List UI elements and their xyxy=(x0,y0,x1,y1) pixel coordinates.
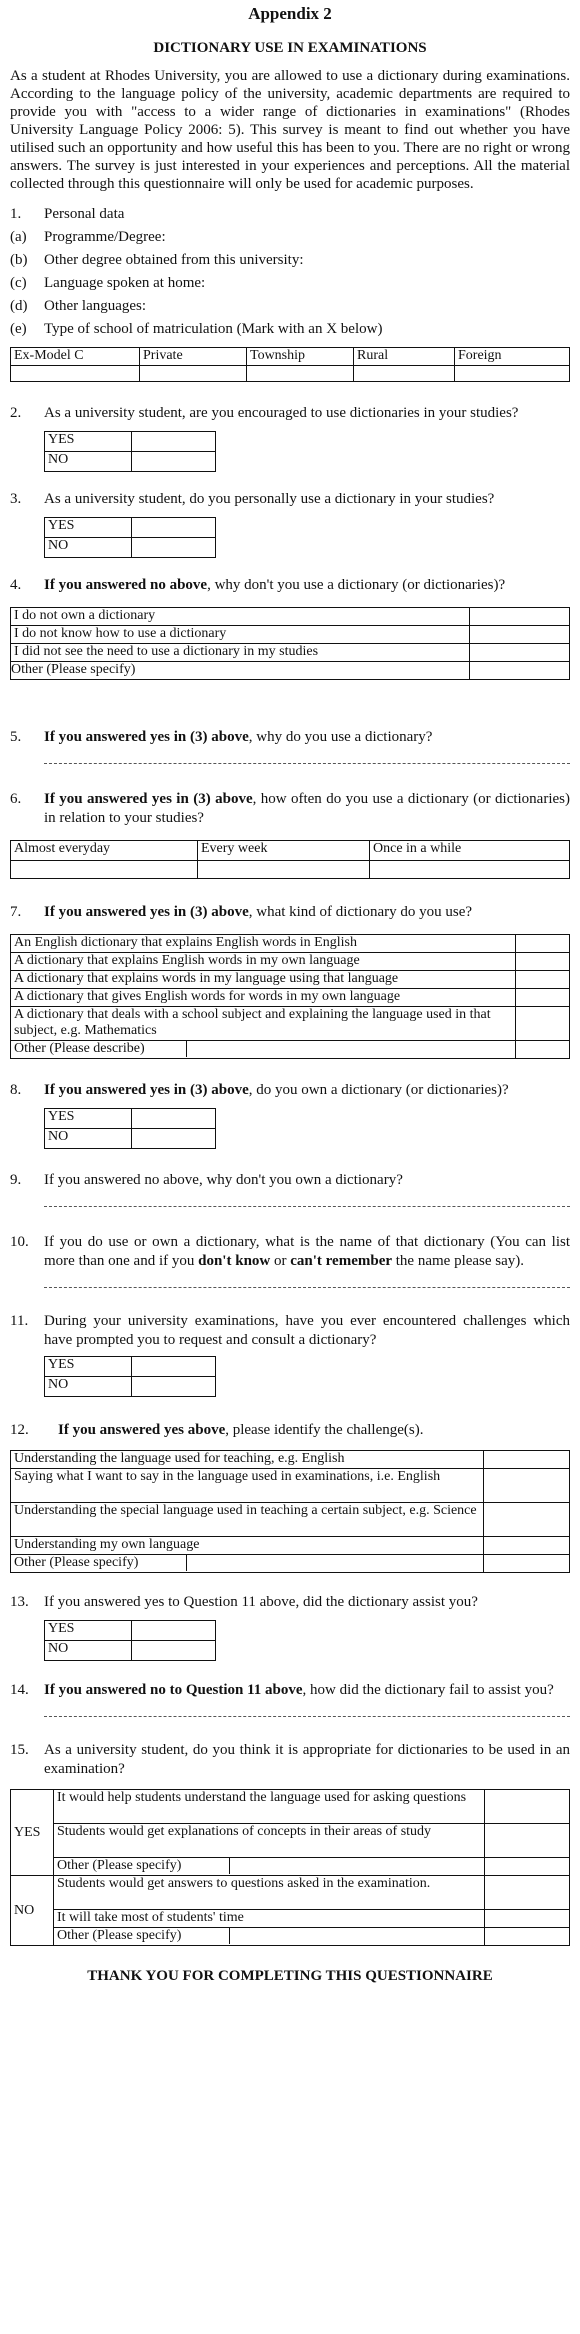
option-label: Understanding my own language xyxy=(11,1537,484,1555)
page-title: Appendix 2 xyxy=(248,4,332,23)
answer-line[interactable] xyxy=(44,1706,570,1717)
answer-cell[interactable] xyxy=(485,1876,570,1910)
yes-label: YES xyxy=(45,518,132,538)
personal-item: (c) Language spoken at home: xyxy=(10,275,206,291)
option-label: Understanding the special language used in teaching a certain subject, e.g. Science xyxy=(11,1503,484,1537)
question-14: 14. If you answered no to Question 11 above, how did the dictionary fail to assist you? xyxy=(10,1682,554,1698)
no-label: NO xyxy=(45,452,132,472)
option-label: I do not own a dictionary xyxy=(11,608,470,626)
answer-cell[interactable] xyxy=(470,644,570,662)
answer-cell[interactable] xyxy=(470,608,570,626)
personal-data-heading: 1. Personal data xyxy=(10,206,125,222)
no-label: NO xyxy=(45,1129,132,1149)
no-label: NO xyxy=(45,538,132,558)
personal-item: (e) Type of school of matriculation (Mark with an X below) xyxy=(10,321,383,337)
yes-label: YES xyxy=(45,432,132,452)
option-label: It will take most of students' time xyxy=(54,1910,485,1928)
yes-no-table xyxy=(44,431,216,472)
answer-cell[interactable] xyxy=(132,452,216,472)
question-13: 13. If you answered yes to Question 11 above, did the dictionary assist you? xyxy=(10,1594,478,1610)
question-8: 8. If you answered yes in (3) above, do you own a dictionary (or dictionaries)? xyxy=(10,1082,509,1098)
answer-cell[interactable] xyxy=(132,1641,216,1661)
personal-item: (b) Other degree obtained from this university: xyxy=(10,252,304,268)
school-type-cell: Rural xyxy=(354,348,455,366)
answer-cell[interactable] xyxy=(455,366,570,382)
option-label: Other (Please specify) xyxy=(11,662,470,680)
answer-cell[interactable] xyxy=(140,366,247,382)
frequency-option: Every week xyxy=(198,841,370,861)
no-label: NO xyxy=(45,1641,132,1661)
option-label: It would help students understand the language used for asking questions xyxy=(54,1790,485,1824)
answer-cell[interactable] xyxy=(11,861,198,879)
answer-cell[interactable] xyxy=(198,861,370,879)
answer-cell[interactable] xyxy=(132,1377,216,1397)
option-label: Other (Please specify) xyxy=(54,1858,485,1876)
option-label: I did not see the need to use a dictionary in my studies xyxy=(11,644,470,662)
option-label: Students would get explanations of concepts in their areas of study xyxy=(54,1824,485,1858)
appropriateness-table xyxy=(10,1789,570,1946)
answer-cell[interactable] xyxy=(247,366,354,382)
closing-message: THANK YOU FOR COMPLETING THIS QUESTIONNAIRE xyxy=(87,1968,493,1984)
answer-cell[interactable] xyxy=(485,1858,570,1876)
question-10: 10. If you do use or own a dictionary, what is the name of that dictionary (You can list more than one and if you don't know or can't remember the name please say). xyxy=(10,1234,570,1269)
yes-no-table xyxy=(44,517,216,558)
school-type-cell: Ex-Model C xyxy=(11,348,140,366)
answer-cell[interactable] xyxy=(485,1928,570,1946)
answer-cell[interactable] xyxy=(132,518,216,538)
school-type-table xyxy=(10,347,570,382)
option-label: An English dictionary that explains English words in English xyxy=(11,935,516,953)
option-label: Other (Please specify) xyxy=(54,1928,485,1946)
option-label: A dictionary that deals with a school subject and explaining the language used in that subject, e.g. Mathematics xyxy=(11,1007,516,1041)
answer-cell[interactable] xyxy=(11,366,140,382)
yes-no-table xyxy=(44,1356,216,1397)
option-label: Students would get answers to questions asked in the examination. xyxy=(54,1876,485,1910)
personal-item: (d) Other languages: xyxy=(10,298,147,314)
no-label: NO xyxy=(11,1876,54,1946)
question-6: 6. If you answered yes in (3) above, how often do you use a dictionary (or dictionaries) in relation to your studies? xyxy=(10,791,570,826)
answer-cell[interactable] xyxy=(132,1357,216,1377)
answer-cell[interactable] xyxy=(484,1451,570,1469)
answer-cell[interactable] xyxy=(132,432,216,452)
option-label: A dictionary that gives English words for words in my own language xyxy=(11,989,516,1007)
question-4: 4. If you answered no above, why don't you use a dictionary (or dictionaries)? xyxy=(10,577,506,593)
question-2: 2. As a university student, are you encouraged to use dictionaries in your studies? xyxy=(10,405,519,421)
frequency-table xyxy=(10,840,570,879)
yes-no-table xyxy=(44,1108,216,1149)
school-type-cell: Foreign xyxy=(455,348,570,366)
personal-item: (a) Programme/Degree: xyxy=(10,229,166,245)
option-label: A dictionary that explains words in my language using that language xyxy=(11,971,516,989)
option-label: Saying what I want to say in the language used in examinations, i.e. English xyxy=(11,1469,484,1503)
question-12: 12. If you answered yes above, please identify the challenge(s). xyxy=(10,1422,424,1438)
answer-cell[interactable] xyxy=(516,1041,570,1059)
question-11: 11. During your university examinations, have you ever encountered challenges which have prompted you to request and consult a dictionary? xyxy=(10,1313,570,1348)
answer-line[interactable] xyxy=(44,1196,570,1207)
answer-cell[interactable] xyxy=(516,1007,570,1041)
yes-label: YES xyxy=(45,1109,132,1129)
option-label: Other (Please describe) xyxy=(11,1041,516,1059)
question-7: 7. If you answered yes in (3) above, what kind of dictionary do you use? xyxy=(10,904,473,920)
answer-cell[interactable] xyxy=(484,1555,570,1573)
question-3: 3. As a university student, do you personally use a dictionary in your studies? xyxy=(10,491,495,507)
yes-label: YES xyxy=(11,1790,54,1876)
answer-cell[interactable] xyxy=(485,1790,570,1824)
answer-cell[interactable] xyxy=(484,1469,570,1503)
survey-title: DICTIONARY USE IN EXAMINATIONS xyxy=(153,40,427,56)
frequency-option: Almost everyday xyxy=(11,841,198,861)
answer-cell[interactable] xyxy=(484,1503,570,1537)
answer-cell[interactable] xyxy=(484,1537,570,1555)
frequency-option: Once in a while xyxy=(370,841,570,861)
answer-cell[interactable] xyxy=(516,935,570,953)
answer-cell[interactable] xyxy=(132,1129,216,1149)
answer-cell[interactable] xyxy=(516,971,570,989)
answer-cell[interactable] xyxy=(370,861,570,879)
questionnaire-page xyxy=(10,0,570,1985)
challenges-table xyxy=(10,1450,570,1573)
question-9: 9. If you answered no above, why don't you own a dictionary? xyxy=(10,1172,403,1188)
answer-cell[interactable] xyxy=(516,989,570,1007)
answer-cell[interactable] xyxy=(132,1109,216,1129)
question-15: 15. As a university student, do you think it is appropriate for dictionaries to be used in an examination? xyxy=(10,1742,570,1777)
yes-label: YES xyxy=(45,1357,132,1377)
yes-no-table xyxy=(44,1620,216,1661)
yes-label: YES xyxy=(45,1621,132,1641)
dictionary-kind-table xyxy=(10,934,570,1059)
school-type-cell: Private xyxy=(140,348,247,366)
option-label: I do not know how to use a dictionary xyxy=(11,626,470,644)
answer-cell[interactable] xyxy=(132,538,216,558)
answer-cell[interactable] xyxy=(132,1621,216,1641)
answer-cell[interactable] xyxy=(516,953,570,971)
school-type-cell: Township xyxy=(247,348,354,366)
intro-paragraph: As a student at Rhodes University, you are allowed to use a dictionary during examinations. According to the language policy of the university, academic departments are required to provide you with "access to a wider range of dictionaries in examinations" (Rhodes University Language Policy 2006: 5). This survey is meant to find out whether you have utilised such an opportunity and how useful this has been to you. There are no right or wrong answers. The survey is just interested in your experiences and perceptions. All the material collected through this questionnaire will only be used for academic purposes. xyxy=(10,68,570,192)
answer-cell[interactable] xyxy=(485,1910,570,1928)
reasons-table xyxy=(10,607,570,680)
answer-cell[interactable] xyxy=(470,626,570,644)
answer-line[interactable] xyxy=(44,753,570,764)
no-label: NO xyxy=(45,1377,132,1397)
option-label: A dictionary that explains English words in my own language xyxy=(11,953,516,971)
option-label: Understanding the language used for teaching, e.g. English xyxy=(11,1451,484,1469)
question-5: 5. If you answered yes in (3) above, why do you use a dictionary? xyxy=(10,729,433,745)
answer-line[interactable] xyxy=(44,1277,570,1288)
answer-cell[interactable] xyxy=(354,366,455,382)
answer-cell[interactable] xyxy=(470,662,570,680)
option-label: Other (Please specify) xyxy=(11,1555,484,1573)
answer-cell[interactable] xyxy=(485,1824,570,1858)
